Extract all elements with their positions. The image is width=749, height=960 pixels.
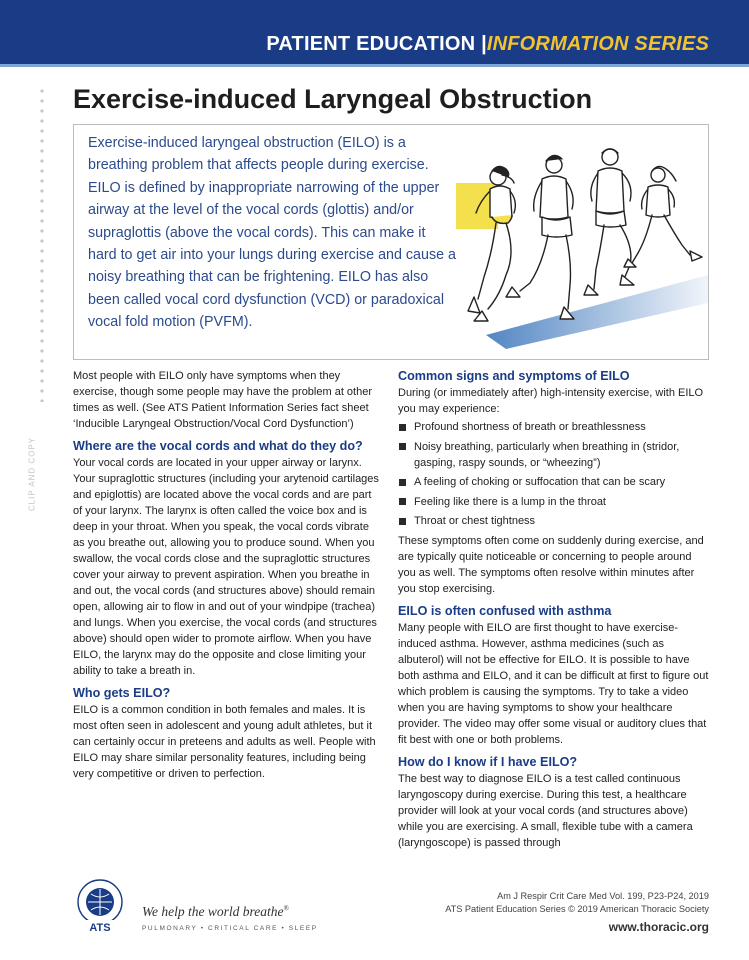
runner-three [584, 149, 634, 295]
page-title: Exercise-induced Laryngeal Obstruction [73, 84, 593, 114]
intro-text: Exercise-induced laryngeal obstruction (EILO) is a breathing problem that affects people during exercise. EILO is defined by inappropriate narrowing of the upper airway at the level of the vocal cords (glottis) and/or supraglottis (above the vocal cords). This can make it hard to get air into your lungs during exercise and cause a noisy breathing that can be frightening. EILO has also been called vocal cord dysfunction (VCD) or paradoxical vocal fold motion (PVFM). [88, 135, 456, 331]
list-item: Noisy breathing, particularly when breathing in (stridor, gasping, raspy sounds, or “wheezing”) [398, 439, 710, 471]
logo-text: ATS [89, 922, 111, 934]
runner-two [506, 155, 574, 319]
header-brand: PATIENT EDUCATION [266, 33, 476, 55]
clip-and-copy-label: CLIP AND COPY [27, 436, 37, 512]
section-heading-diagnosis: How do I know if I have EILO? [398, 754, 578, 769]
symptoms-after: These symptoms often come on suddenly during exercise, and are typically quite noticeable or concerning to people around you as well. The symptoms often resolve within minutes after you stop exercising. [398, 534, 704, 595]
header-accent-line [0, 64, 749, 67]
section-heading-vocal-cords: Where are the vocal cords and what do they do? [73, 439, 363, 453]
list-item: Profound shortness of breath or breathlessness [398, 419, 710, 435]
header-separator: | [481, 33, 487, 55]
opening-paragraph: Most people with EILO only have symptoms when they exercise, though some people may have the problem at other times as well. (See ATS Patient Information Series fact sheet ‘Inducible Laryngeal Obstruction/Vocal Cord Dysfunction’) [73, 370, 373, 430]
section-heading-symptoms: Common signs and symptoms of EILO [398, 369, 630, 383]
section-body-asthma: Many people with EILO are first thought to have exercise-induced asthma. However, asthma medicines (such as albuterol) will not be effective for EILO. It is possible to have both asthma and EILO, and it can be difficult at first to figure out which problem is causing the symptoms. Try to take a video when you are having symptoms to show your healthcare provider. The video may offer some visual or auditory clues that fit best with one or both problems. [398, 621, 709, 746]
runner-four [624, 166, 702, 267]
left-column [73, 368, 381, 782]
dotted-cut-line [40, 86, 44, 402]
runners-illustration [446, 135, 708, 357]
symptoms-intro: During (or immediately after) high-intensity exercise, with EILO you may experience: [398, 387, 704, 415]
website-link[interactable]: www.thoracic.org [608, 920, 709, 934]
citation [445, 890, 709, 915]
right-column [398, 368, 710, 851]
light-beam-shape [486, 275, 708, 349]
header-title [266, 33, 709, 56]
list-item: Feeling like there is a lump in the throat [398, 494, 710, 510]
section-body-who-gets-eilo: EILO is a common condition in both females and males. It is most often seen in adolescent and young adult athletes, but it can certainly occur in preteens and adults as well. People with EILO may share similar personality features, including being very competitive or driven to perfection. [73, 704, 376, 780]
tagline: We help the world breathe® [142, 904, 289, 919]
section-body-diagnosis: The best way to diagnose EILO is a test called continuous laryngoscopy during exercise. During this test, a healthcare provider will look at your vocal cords (and structures above) while you are exercising. A small, flexible tube with a camera (laryngoscope) is passed through [398, 772, 693, 849]
list-item: A feeling of choking or suffocation that can be scary [398, 474, 710, 490]
header-series: INFORMATION SERIES [486, 33, 709, 55]
section-heading-who-gets-eilo: Who gets EILO? [73, 686, 171, 700]
section-heading-asthma: EILO is often confused with asthma [398, 603, 612, 618]
symptoms-list [398, 419, 710, 529]
citation-line-1: Am J Respir Crit Care Med Vol. 199, P23-P24, 2019 [497, 891, 709, 901]
ats-logo [70, 876, 130, 936]
list-item: Throat or chest tightness [398, 513, 710, 529]
tagline-subtext: PULMONARY • CRITICAL CARE • SLEEP [142, 925, 318, 932]
citation-line-2: ATS Patient Education Series © 2019 American Thoracic Society [445, 903, 709, 914]
section-body-vocal-cords: Your vocal cords are located in your upper airway or larynx. Your supraglottic structures (including your arytenoid cartilages and epiglottis) are located above the vocal cords and are part of your larynx. The larynx is often called the voice box and is deep in your throat. When you speak, the vocal cords vibrate as you breathe out, allowing you to produce sound. When you swallow, the vocal cords close and the supraglottic structures cover your airway to prevent aspiration. When you breathe in and out, the vocal cords (and structures above) should remain open, allowing air to flow in and out of your windpipe (trachea) and lungs. When you exercise, the vocal cords (and structures above) should open wider to promote airflow. When you have EILO, the larynx may do the opposite and close limiting your ability to take a breath in. [73, 457, 379, 677]
intro-box [73, 124, 709, 360]
